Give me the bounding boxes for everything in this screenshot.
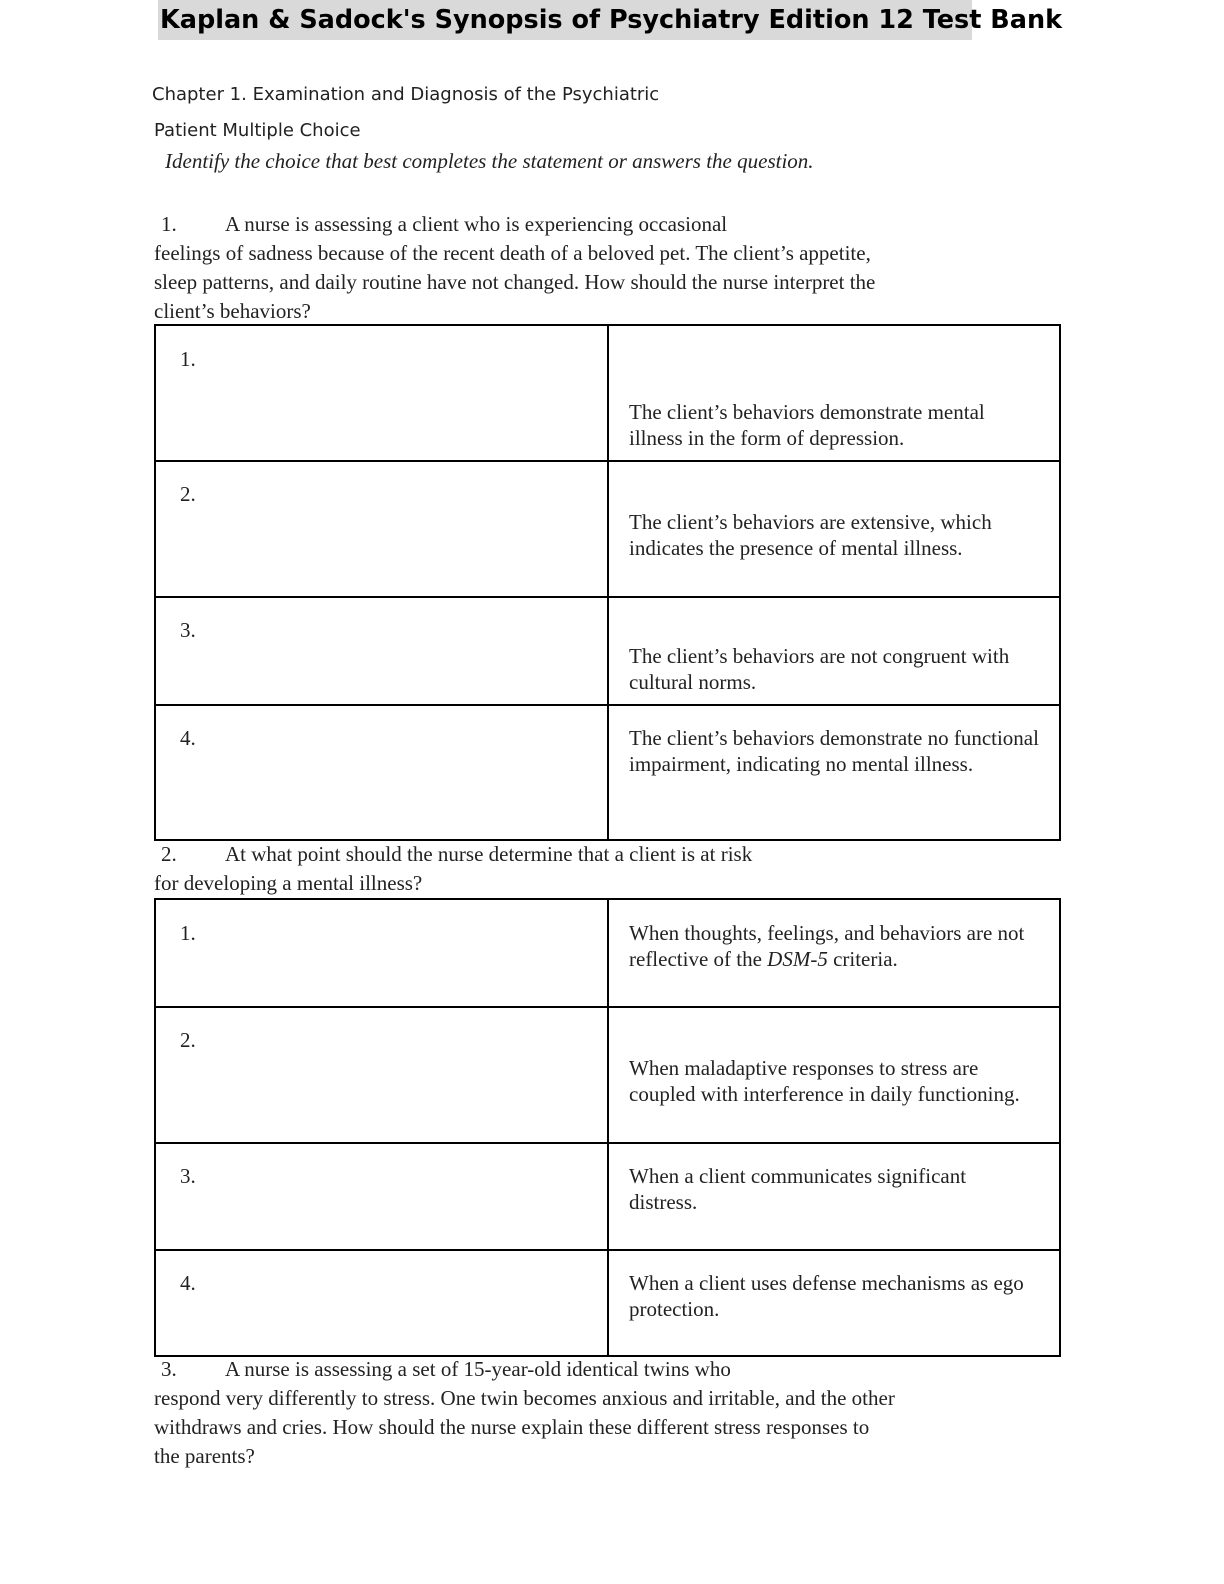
option-text-italic: DSM-5 <box>767 947 828 971</box>
question-3-line: respond very differently to stress. One twin becomes anxious and irritable, and the other <box>154 1386 895 1410</box>
option-text: When a client communicates significant distress. <box>629 1164 967 1214</box>
question-1-line: client’s behaviors? <box>154 299 311 323</box>
document-banner-title: Kaplan & Sadock's Synopsis of Psychiatry Edition 12 Test Bank <box>158 0 972 40</box>
option-number: 1. <box>180 921 196 945</box>
question-1-line: feelings of sadness because of the recent death of a beloved pet. The client’s appetite, <box>154 241 871 265</box>
option-row <box>155 461 1060 597</box>
chapter-subtitle: Patient Multiple Choice <box>154 120 361 141</box>
option-number: 2. <box>180 1028 196 1052</box>
option-number: 1. <box>180 347 196 371</box>
option-row <box>155 1250 1060 1356</box>
option-text: The client’s behaviors demonstrate mental illness in the form of depression. <box>629 400 985 450</box>
option-number: 2. <box>180 482 196 506</box>
instruction-text: Identify the choice that best completes the statement or answers the question. <box>165 149 814 173</box>
option-row <box>155 899 1060 1007</box>
question-1-number: 1. <box>161 212 177 236</box>
option-text: The client’s behaviors are extensive, which indicates the presence of mental illness. <box>629 510 992 560</box>
question-1-options-table <box>154 324 1061 841</box>
option-row <box>155 325 1060 461</box>
option-text: The client’s behaviors demonstrate no functional impairment, indicating no mental illness. <box>629 726 1039 776</box>
question-3-number: 3. <box>161 1357 177 1381</box>
question-3-first-line: 3. A nurse is assessing a set of 15-year-old identical twins who <box>154 1355 1014 1384</box>
chapter-title: Chapter 1. Examination and Diagnosis of the Psychiatric <box>152 84 660 105</box>
option-row <box>155 1007 1060 1143</box>
question-2-number: 2. <box>161 842 177 866</box>
option-text: When maladaptive responses to stress are coupled with interference in daily functioning. <box>629 1056 1020 1106</box>
question-3-line: withdraws and cries. How should the nurse explain these different stress responses to <box>154 1415 870 1439</box>
option-number: 4. <box>180 1271 196 1295</box>
option-row <box>155 597 1060 705</box>
option-number: 3. <box>180 618 196 642</box>
question-2 <box>154 840 1014 898</box>
option-text: The client’s behaviors are not congruent with cultural norms. <box>629 644 1010 694</box>
option-row <box>155 705 1060 840</box>
question-1-line: sleep patterns, and daily routine have not changed. How should the nurse interpret the <box>154 270 876 294</box>
option-number: 4. <box>180 726 196 750</box>
question-2-first-line: 2. At what point should the nurse determine that a client is at risk <box>154 840 1014 869</box>
option-row <box>155 1143 1060 1250</box>
question-1 <box>154 210 1014 326</box>
option-text: When thoughts, feelings, and behaviors are not reflective of the DSM-5 criteria. <box>629 921 1025 971</box>
question-1-first-line: 1. A nurse is assessing a client who is experiencing occasional <box>154 210 1014 239</box>
option-text: When a client uses defense mechanisms as ego protection. <box>629 1271 1024 1321</box>
option-number: 3. <box>180 1164 196 1188</box>
question-2-line: for developing a mental illness? <box>154 871 423 895</box>
question-3-line: the parents? <box>154 1444 255 1468</box>
question-2-options-table <box>154 898 1061 1357</box>
question-3 <box>154 1355 1014 1471</box>
